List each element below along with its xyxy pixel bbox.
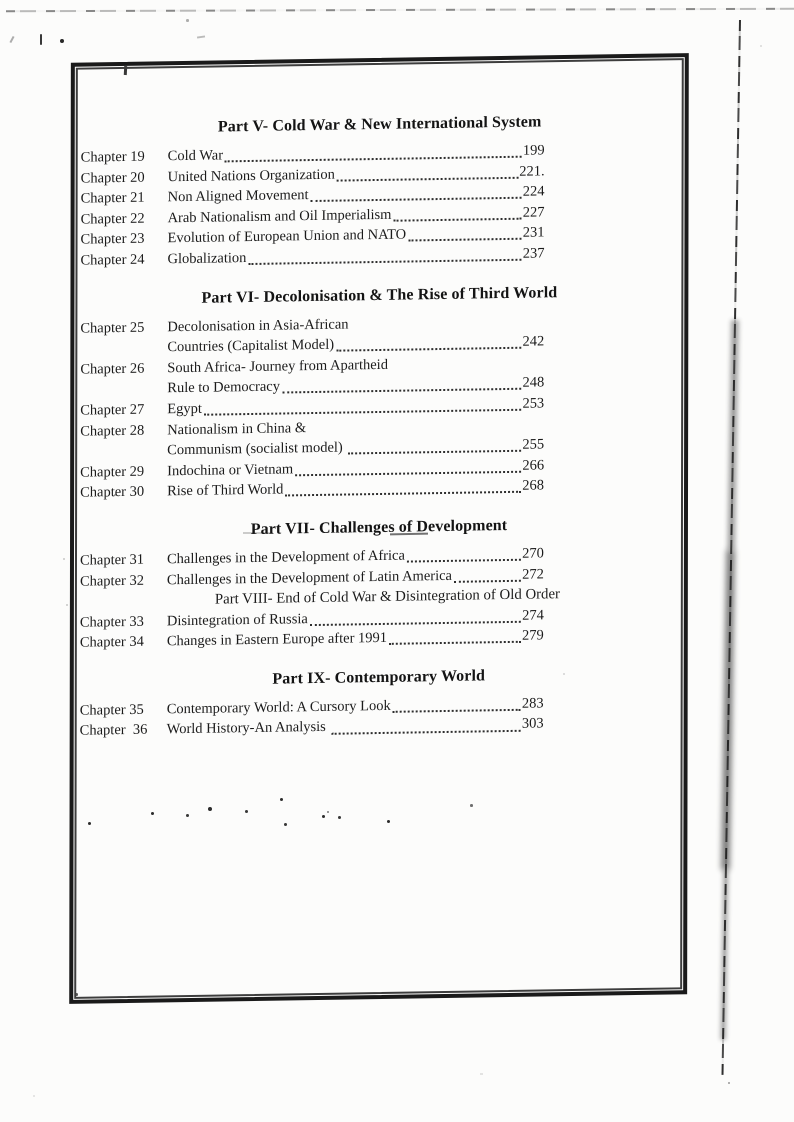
entry-title: Cold War [167, 147, 224, 165]
entry-lines [167, 311, 544, 358]
toc-entry [80, 352, 544, 400]
page-number: 248 [522, 374, 545, 392]
entry-title: Challenges in the Development of Latin America [166, 567, 453, 588]
scan-artifact-speck [197, 35, 205, 38]
dot-leader [393, 218, 521, 222]
page-number: 270 [522, 545, 544, 562]
toc-entry [80, 311, 544, 359]
scan-artifact-speck [728, 1082, 730, 1084]
entry-title: Changes in Eastern Europe after 1991 [166, 630, 388, 650]
scan-artifact-speck [33, 1095, 35, 1097]
page-number: 242 [522, 333, 545, 350]
chapter-label: Chapter 27 [80, 401, 145, 419]
chapter-label: Chapter 31 [79, 551, 145, 569]
scan-artifact-speck [40, 34, 42, 45]
entry-title: Nationalism in China & [167, 419, 307, 438]
entry-title: Disintegration of Russia [166, 610, 308, 630]
section-entries [79, 543, 560, 653]
chapter-label: Chapter 26 [80, 360, 145, 378]
scan-artifact-speck [63, 558, 65, 560]
chapter-label: Chapter 29 [80, 463, 145, 481]
chapter-label: Chapter 25 [80, 319, 145, 337]
scan-artifact-speck [66, 604, 68, 606]
dot-leader [336, 347, 521, 352]
dot-leader [311, 197, 522, 202]
scan-artifact-speck [480, 1073, 483, 1075]
chapter-label: Chapter 21 [80, 189, 145, 207]
scan-artifact-speck [9, 36, 14, 43]
page-number: 255 [522, 436, 545, 453]
part-header: Part VII- Challenges of Development [250, 516, 508, 538]
toc [73, 57, 685, 1000]
page-number: 227 [522, 204, 545, 221]
entry-title: Globalization [167, 250, 247, 268]
scan-artifact-spine-line [718, 20, 745, 1075]
entry-title: Communism (socialist model) [167, 439, 347, 459]
entry-title: Rise of Third World [167, 481, 284, 500]
dot-leader [389, 641, 521, 645]
scan-artifact-top-edge-line [6, 8, 794, 12]
page-number: 274 [522, 607, 544, 624]
entry-title: Indochina or Vietnam [167, 461, 294, 480]
page-number: 253 [522, 395, 545, 412]
chapter-label: Chapter 32 [79, 572, 144, 590]
page-number: 303 [521, 715, 544, 733]
part-subheader: Part VIII- End of Cold War & Disintegration of Old Order [214, 586, 560, 608]
chapter-label: Chapter 33 [79, 613, 144, 631]
dot-leader [285, 491, 521, 497]
page-number: 231 [522, 224, 545, 242]
chapter-label: Chapter 36 [79, 722, 148, 740]
page-number: 279 [522, 627, 544, 645]
page-number: 224 [522, 183, 545, 200]
chapter-label: Chapter 28 [80, 422, 145, 440]
dot-leader [282, 388, 521, 394]
scan-artifact-speck [760, 45, 762, 47]
section-entries [80, 311, 544, 504]
dot-leader [295, 471, 521, 477]
section-entries [80, 140, 544, 271]
dot-leader [348, 450, 521, 455]
chapter-label: Chapter 30 [80, 483, 145, 502]
page-frame [69, 53, 689, 1004]
entry-title: Arab Nationalism and Oil Imperialism [167, 206, 392, 227]
part-header: Part V- Cold War & New International System [217, 113, 542, 136]
dot-leader [248, 259, 521, 265]
chapter-label: Chapter 34 [79, 633, 144, 651]
chapter-label: Chapter 35 [79, 701, 144, 719]
scan-artifact-speck [60, 39, 64, 43]
entry-title: Evolution of European Union and NATO [167, 226, 407, 247]
chapter-label: Chapter 20 [80, 169, 145, 187]
page-number: 283 [521, 695, 544, 712]
dot-leader [337, 176, 518, 181]
page-number: 237 [522, 245, 545, 262]
entry-title: Contemporary World: A Cursory Look [166, 697, 391, 718]
page-number: 272 [522, 565, 544, 583]
entry-title: Challenges in the Development of Africa [166, 547, 405, 568]
entry-title: Decolonisation in Asia-African [167, 316, 349, 335]
dot-leader [454, 579, 521, 582]
chapter-label: Chapter 22 [80, 210, 145, 228]
page-number: 268 [522, 477, 545, 495]
entry-title: Non Aligned Movement [167, 187, 309, 206]
page-number: 266 [522, 457, 545, 474]
dot-leader [310, 621, 521, 626]
part-header: Part IX- Contemporary World [272, 667, 486, 688]
dot-leader [331, 729, 520, 734]
section-entries [80, 693, 544, 741]
entry-title: Countries (Capitalist Model) [167, 336, 335, 356]
entry-title: Rule to Democracy [167, 378, 281, 397]
part-header: Part VI- Decolonisation & The Rise of Third World [201, 283, 558, 307]
entry-title: Egypt [167, 400, 202, 418]
toc-entry [80, 414, 544, 462]
chapter-label: Chapter 24 [80, 251, 145, 269]
entry-title: South Africa- Journey from Apartheid [167, 356, 388, 377]
page-number: 221. [519, 162, 545, 180]
dot-leader [407, 559, 521, 563]
entry-lines [167, 414, 544, 461]
chapter-label: Chapter 19 [80, 148, 145, 166]
entry-title: United Nations Organization [167, 166, 335, 185]
entry-title: World History-An Analysis [166, 719, 330, 738]
dot-leader [393, 709, 521, 713]
page-number: 199 [522, 142, 545, 159]
dot-leader [408, 238, 522, 242]
scan-artifact-speck [186, 19, 189, 22]
chapter-label: Chapter 23 [80, 231, 145, 249]
entry-lines [167, 352, 544, 399]
